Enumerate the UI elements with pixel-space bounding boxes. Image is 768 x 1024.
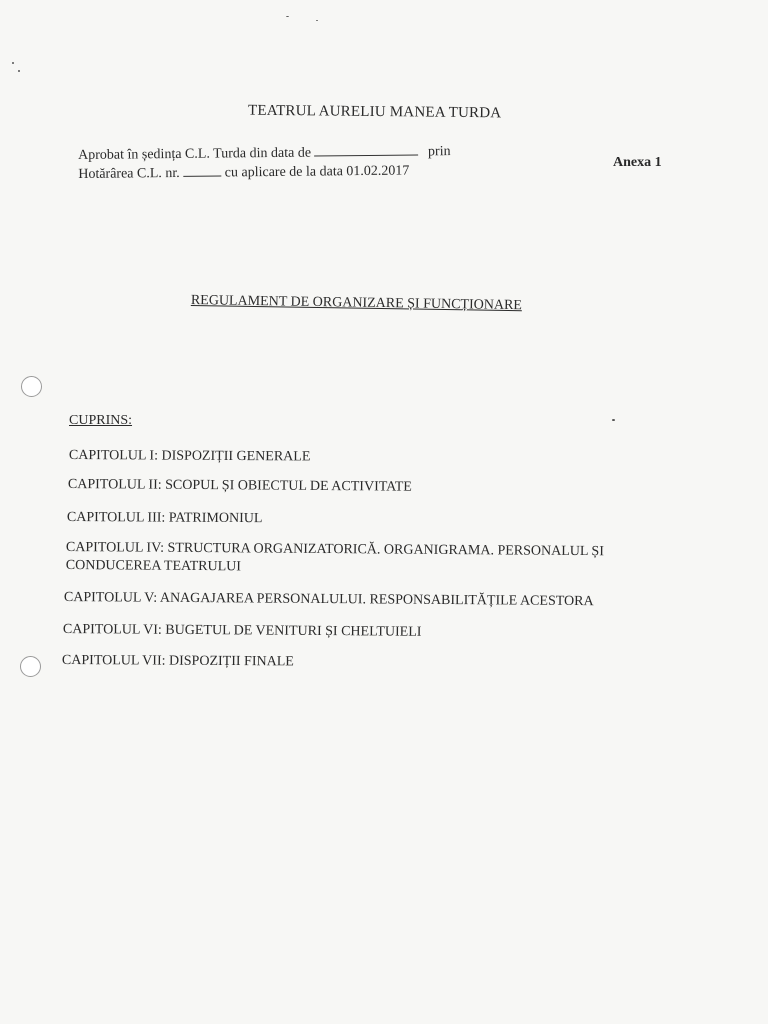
decision-number-blank-field: [183, 165, 221, 177]
toc-item-label: CAPITOLUL I: DISPOZIȚII GENERALE: [68, 447, 311, 465]
toc-item-label: CAPITOLUL VI: BUGETUL DE VENITURI ȘI CHELTUIELI: [62, 621, 422, 640]
approval-line-1-suffix: prin: [427, 144, 451, 160]
toc-item-chapter-1: [69, 447, 311, 466]
scan-speck: [316, 20, 318, 21]
punch-hole-icon: [21, 376, 42, 397]
toc-item-chapter-7: [62, 652, 294, 671]
approval-block: [78, 142, 451, 184]
toc-item-label: CAPITOLUL III: PATRIMONIUL: [66, 509, 263, 527]
annex-label: Anexa 1: [613, 155, 662, 170]
toc-item-chapter-4: [66, 539, 604, 579]
regulation-title: REGULAMENT DE ORGANIZARE ȘI FUNCȚIONARE: [190, 293, 523, 314]
institution-title: TEATRUL AURELIU MANEA TURDA: [247, 102, 502, 122]
scan-speck: [18, 70, 20, 72]
toc-item-chapter-3: [67, 509, 263, 528]
toc-item-label: CAPITOLUL IV: STRUCTURA ORGANIZATORICĂ. ORGANIGRAMA. PERSONALUL ȘI: [65, 539, 604, 560]
date-blank-field: [314, 143, 418, 156]
scan-speck: [612, 419, 615, 421]
toc-item-chapter-2: [68, 476, 412, 497]
toc-item-label: CAPITOLUL II: SCOPUL ȘI OBIECTUL DE ACTIVITATE: [67, 476, 412, 495]
approval-line-1-text: Aprobat în ședința C.L. Turda din data de: [78, 145, 312, 163]
toc-item-chapter-6: [63, 621, 422, 642]
approval-line-2-prefix: Hotărârea C.L. nr.: [78, 165, 180, 182]
toc-item-label: CAPITOLUL VII: DISPOZIȚII FINALE: [61, 653, 294, 670]
punch-hole-icon: [20, 656, 41, 677]
scan-speck: [12, 62, 14, 64]
toc-item-label-continued: CONDUCEREA TEATRULUI: [65, 557, 241, 575]
toc-item-chapter-5: [64, 589, 594, 611]
approval-line-2: [78, 161, 451, 184]
toc-heading: CUPRINS:: [69, 413, 133, 428]
scan-speck: [286, 16, 289, 17]
toc-item-label: CAPITOLUL V: ANAGAJAREA PERSONALULUI. RESPONSABILITĂȚILE ACESTORA: [63, 589, 594, 610]
approval-line-2-suffix: cu aplicare de la data 01.02.2017: [224, 163, 410, 181]
